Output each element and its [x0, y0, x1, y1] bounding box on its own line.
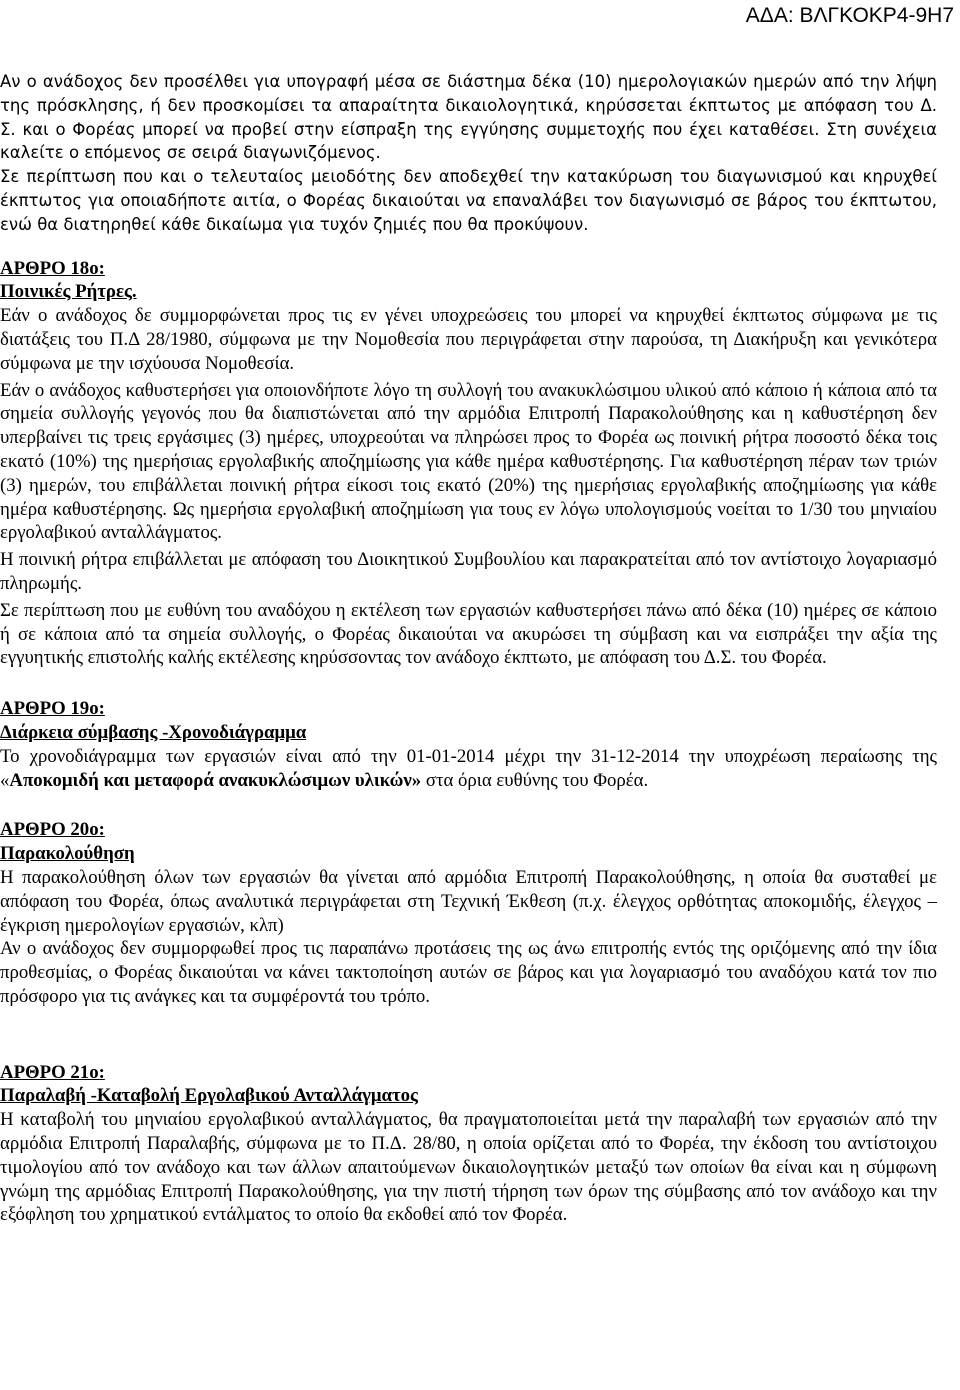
- article-20-title: Παρακολούθηση: [0, 843, 135, 865]
- ada-code-header: ΑΔΑ: ΒΛΓΚΟΚΡ4-9Η7: [745, 4, 954, 27]
- article-18-paragraph-2: Εάν ο ανάδοχος καθυστερήσει για οποιονδήποτε λόγο τη συλλογή του ανακυκλώσιμου υλικού από κάποιο ή κάποια από τα σημεία συλλογής γεγονός που θα διαπιστώνεται από την αρμόδια Επιτροπή Παρακολούθησης και η καθυστέρηση δεν υπερβαίνει τις τρεις εργάσιμες (3) ημέρες, υποχρεούται να πληρώσει προς το Φορέα ως ποινική ρήτρα ποσοστό δέκα τοις εκατό (10%) της ημερήσιας εργολαβικής αποζημίωσης για κάθε ημέρα καθυστέρησης. Για καθυστέρηση πέραν των τριών (3) ημερών, του επιβάλλεται ποινική ρήτρα είκοσι τοις εκατό (20%) της ημερήσιας εργολαβικής αποζημίωσης για κάθε ημέρα καθυστέρησης. Ως ημερήσια εργολαβική αποζημίωση για τους εν λόγω υπολογισμούς νοείται το 1/30 του μηνιαίου εργολαβικού ανταλλάγματος.: [0, 379, 937, 544]
- article-20-number: ΑΡΘΡΟ 20ο:: [0, 819, 105, 841]
- article-21-paragraph-1: Η καταβολή του μηνιαίου εργολαβικού ανταλλάγματος, θα πραγματοποιείται μετά την παραλαβή των εργασιών από την αρμόδια Επιτροπή Παραλαβής, σύμφωνα με το Π.Δ. 28/80, η οποία ορίζεται από το Φορέα, την έκδοση του αντίστοιχου τιμολογίου από τον ανάδοχο και των άλλων απαιτούμενων δικαιολογητικών μεταξύ των οποίων θα είναι και η σύμφωνη γνώμη της αρμόδιας Επιτροπή Παρακολούθησης, για την πιστή τήρηση των όρων της σύμβασης από τον ανάδοχο και την εξόφληση του χρηματικού εντάλματος το οποίο θα εκδοθεί από τον Φορέα.: [0, 1109, 937, 1226]
- article-19: [0, 697, 937, 792]
- article-21: [0, 1061, 937, 1228]
- article-19-paragraph-1: [0, 745, 937, 793]
- article-18-paragraph-4: Σε περίπτωση που με ευθύνη του αναδόχου η εκτέλεση των εργασιών καθυστερήσει πάνω από δέκα (10) ημέρες σε κάποιο ή σε κάποια από τα σημεία συλλογής, ο Φορέας δικαιούται να ακυρώσει τη σύμβαση και να εισπράξει την αξία της εγγυητικής επιστολής καλής εκτέλεσης κηρύσσοντας τον ανάδοχο έκπτωτο, με απόφαση του Δ.Σ. του Φορέα.: [0, 599, 937, 669]
- article-20: [0, 818, 937, 1008]
- intro-paragraph-1: Αν ο ανάδοχος δεν προσέλθει για υπογραφή μέσα σε διάστημα δέκα (10) ημερολογιακών ημερών από την λήψη της πρόσκλησης, ή δεν προσκομίσει τα απαραίτητα δικαιολογητικά, κηρύσσεται έκπτωτος με απόφαση του Δ. Σ. και ο Φορέας μπορεί να προβεί στην είσπραξη της εγγύησης συμμετοχής που έχει καταθέσει. Στη συνέχεια καλείτε ο επόμενος σε σειρά διαγωνιζόμενος.: [0, 72, 937, 163]
- article-20-paragraph-2: Αν ο ανάδοχος δεν συμμορφωθεί προς τις παραπάνω προτάσεις της ως άνω επιτροπής εντός της οριζόμενης από την ίδια προθεσμίας, ο Φορέας δικαιούται να κάνει τακτοποίηση αυτών σε βάρος και για λογαριασμό του αναδόχου κατά τον πιο πρόσφορο για τις ανάγκες και τα συμφέροντά του τρόπο.: [0, 938, 937, 1007]
- article-18-title: Ποινικές Ρήτρες.: [0, 281, 137, 303]
- article-18: [0, 257, 937, 671]
- article-19-project-title: Αποκομιδή και μεταφορά ανακυκλώσιμων υλικών»: [9, 769, 422, 791]
- article-20-paragraph-1: Η παρακολούθηση όλων των εργασιών θα γίνεται από αρμόδια Επιτροπή Παρακολούθησης, η οποία θα συσταθεί με απόφαση του Φορέα, όπως αναλυτικά περιγράφεται στη Τεχνική Έκθεση (π.χ. έλεγχος ορθότητας αποκομιδής, έλεγχος –έγκριση ημερολογίων εργασιών, κλπ): [0, 866, 937, 936]
- article-18-number: ΑΡΘΡΟ 18ο:: [0, 257, 105, 279]
- article-19-number: ΑΡΘΡΟ 19ο:: [0, 698, 105, 720]
- article-18-paragraph-3: Η ποινική ρήτρα επιβάλλεται με απόφαση του Διοικητικού Συμβουλίου και παρακρατείται από τον αντίστοιχο λογαριασμό πληρωμής.: [0, 549, 937, 594]
- article-19-title: Διάρκεια σύμβασης -Χρονοδιάγραμμα: [0, 721, 307, 743]
- article-21-title: Παραλαβή -Καταβολή Εργολαβικού Ανταλλάγματος: [0, 1085, 418, 1107]
- intro-paragraph-2: Σε περίπτωση που και ο τελευταίος μειοδότης δεν αποδεχθεί την κατακύρωση του διαγωνισμού και κηρυχθεί έκπτωτος για οποιαδήποτε αιτία, ο Φορέας δικαιούται να επαναλάβει τον διαγωνισμό σε βάρος του έκπτωτου, ενώ θα διατηρηθεί κάθε δικαίωμα για τυχόν ζημιές που θα προκύψουν.: [0, 167, 937, 234]
- document-body: [0, 70, 937, 1227]
- article-19-text-before: Το χρονοδιάγραμμα των εργασιών είναι από την 01-01-2014 μέχρι την 31-12-2014 την υποχρέωση περαίωσης της «: [0, 745, 937, 791]
- article-21-number: ΑΡΘΡΟ 21ο:: [0, 1061, 105, 1083]
- article-19-text-after: στα όρια ευθύνης του Φορέα.: [421, 769, 649, 791]
- article-18-paragraph-1: Εάν ο ανάδοχος δε συμμορφώνεται προς τις εν γένει υποχρεώσεις του μπορεί να κηρυχθεί έκπτωτος σύμφωνα με τις διατάξεις του Π.Δ 28/1980, σύμφωνα με την Νομοθεσία που περιγράφεται στην παρούσα, τη Διακήρυξη και γενικότερα σύμφωνα με την ισχύουσα Νομοθεσία.: [0, 305, 937, 374]
